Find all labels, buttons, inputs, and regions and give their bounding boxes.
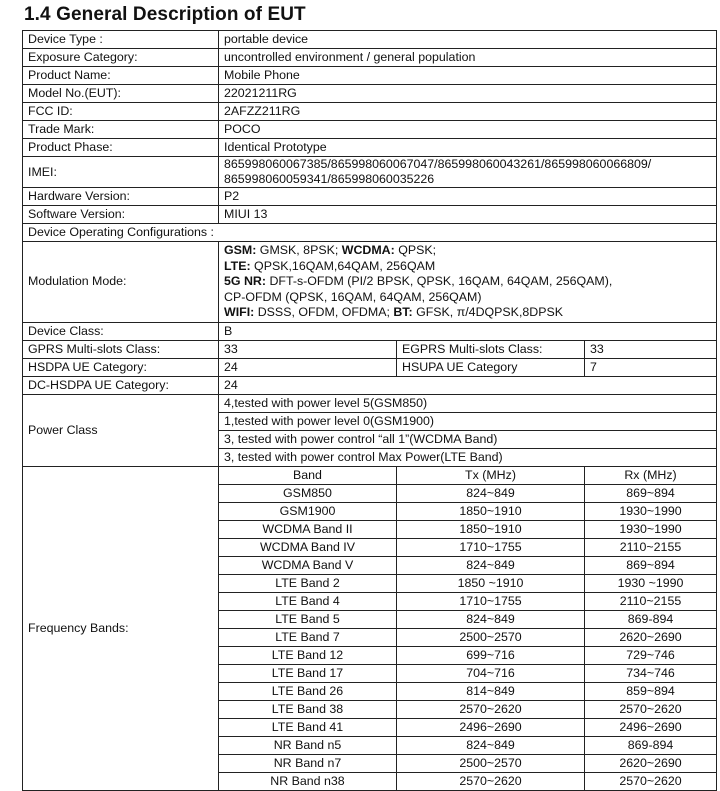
modulation-text: GFSK, π/4DQPSK,8DPSK <box>412 305 564 320</box>
modulation-text: QPSK,16QAM,64QAM, 256QAM <box>250 258 436 273</box>
modulation-key: WCDMA: <box>341 243 395 257</box>
modulation-line <box>224 243 711 259</box>
modulation-text: DSSS, OFDM, OFDMA; <box>254 305 394 320</box>
eut-description-table <box>22 30 717 791</box>
software-row <box>23 206 717 224</box>
field-value: B <box>219 322 717 340</box>
tx-range: 704~716 <box>397 664 585 682</box>
dchsdpa-row <box>23 376 717 394</box>
rx-range: 869-894 <box>585 736 717 754</box>
band-name: LTE Band 2 <box>219 574 397 592</box>
power-row <box>23 394 717 412</box>
rx-range: 1930~1990 <box>585 520 717 538</box>
tx-range: 824~849 <box>397 484 585 502</box>
field-label: Model No.(EUT): <box>23 85 219 103</box>
field-label: FCC ID: <box>23 103 219 121</box>
info-row <box>23 139 717 157</box>
band-name: NR Band n7 <box>219 754 397 772</box>
info-row <box>23 85 717 103</box>
band-name: LTE Band 26 <box>219 682 397 700</box>
info-row <box>23 103 717 121</box>
field-value: portable device <box>219 31 717 49</box>
field-label: Hardware Version: <box>23 188 219 206</box>
tx-range: 1850~1910 <box>397 520 585 538</box>
tx-range: 2570~2620 <box>397 700 585 718</box>
band-name: LTE Band 7 <box>219 628 397 646</box>
config-title: Device Operating Configurations : <box>23 224 717 242</box>
field-label: Power Class <box>23 394 219 466</box>
field-label: Trade Mark: <box>23 121 219 139</box>
field-label: HSUPA UE Category <box>397 358 585 376</box>
power-line: 3, tested with power control “all 1”(WCDMA Band) <box>219 430 717 448</box>
rx-range: 1930~1990 <box>585 502 717 520</box>
field-label: Software Version: <box>23 206 219 224</box>
field-label: Device Type : <box>23 31 219 49</box>
rx-range: 729~746 <box>585 646 717 664</box>
modulation-line <box>224 290 711 306</box>
tx-range: 1710~1755 <box>397 592 585 610</box>
rx-range: 2620~2690 <box>585 628 717 646</box>
field-label: HSDPA UE Category: <box>23 358 219 376</box>
info-row <box>23 67 717 85</box>
field-value: P2 <box>219 188 717 206</box>
band-name: WCDMA Band V <box>219 556 397 574</box>
band-name: GSM1900 <box>219 502 397 520</box>
imei-row <box>23 157 717 188</box>
rx-range: 2620~2690 <box>585 754 717 772</box>
band-name: GSM850 <box>219 484 397 502</box>
field-value: uncontrolled environment / general population <box>219 49 717 67</box>
rx-range: 859~894 <box>585 682 717 700</box>
band-name: LTE Band 38 <box>219 700 397 718</box>
field-label: Modulation Mode: <box>23 242 219 323</box>
gprs-row <box>23 340 717 358</box>
tx-range: 1850~1910 <box>397 502 585 520</box>
modulation-key: LTE: <box>224 258 251 273</box>
frequency-header-row <box>23 466 717 484</box>
rx-range: 869~894 <box>585 484 717 502</box>
field-label: IMEI: <box>23 157 219 188</box>
band-name: LTE Band 4 <box>219 592 397 610</box>
hardware-row <box>23 188 717 206</box>
tx-range: 824~849 <box>397 736 585 754</box>
rx-range: 2110~2155 <box>585 592 717 610</box>
rx-range: 869~894 <box>585 556 717 574</box>
tx-range: 2500~2570 <box>397 628 585 646</box>
band-name: LTE Band 12 <box>219 646 397 664</box>
modulation-row <box>23 242 717 323</box>
info-row <box>23 31 717 49</box>
power-line: 1,tested with power level 0(GSM1900) <box>219 412 717 430</box>
imei-value <box>219 157 717 188</box>
field-value: 33 <box>219 340 397 358</box>
field-value: POCO <box>219 121 717 139</box>
rx-range: 2110~2155 <box>585 538 717 556</box>
modulation-text: CP-OFDM (QPSK, 16QAM, 64QAM, 256QAM) <box>224 289 482 304</box>
rx-range: 869-894 <box>585 610 717 628</box>
band-name: LTE Band 5 <box>219 610 397 628</box>
info-row <box>23 121 717 139</box>
field-label: GPRS Multi-slots Class: <box>23 340 219 358</box>
field-label: Exposure Category: <box>23 49 219 67</box>
field-label: Frequency Bands: <box>23 466 219 790</box>
field-label: Product Name: <box>23 67 219 85</box>
modulation-key: GSM: <box>224 243 257 257</box>
power-line: 3, tested with power control Max Power(LTE Band) <box>219 448 717 466</box>
column-header-rx: Rx (MHz) <box>585 466 717 484</box>
rx-range: 2496~2690 <box>585 718 717 736</box>
field-value: 33 <box>585 340 717 358</box>
field-value: MIUI 13 <box>219 206 717 224</box>
band-name: NR Band n38 <box>219 772 397 790</box>
modulation-text: QPSK; <box>394 243 437 257</box>
field-value: Mobile Phone <box>219 67 717 85</box>
rx-range: 2570~2620 <box>585 772 717 790</box>
modulation-line <box>224 259 711 275</box>
band-name: LTE Band 41 <box>219 718 397 736</box>
modulation-line <box>224 274 711 290</box>
imei-line: 865998060059341/865998060035226 <box>224 172 435 186</box>
config-title-row <box>23 224 717 242</box>
modulation-key: BT: <box>393 305 413 320</box>
info-row <box>23 49 717 67</box>
modulation-key: WIFI: <box>224 305 255 320</box>
device-class-row <box>23 322 717 340</box>
field-value: 24 <box>219 358 397 376</box>
field-value: 24 <box>219 376 717 394</box>
tx-range: 1710~1755 <box>397 538 585 556</box>
modulation-text: GMSK, 8PSK; <box>256 243 342 257</box>
column-header-tx: Tx (MHz) <box>397 466 585 484</box>
field-label: EGPRS Multi-slots Class: <box>397 340 585 358</box>
tx-range: 824~849 <box>397 556 585 574</box>
tx-range: 2570~2620 <box>397 772 585 790</box>
band-name: LTE Band 17 <box>219 664 397 682</box>
rx-range: 1930 ~1990 <box>585 574 717 592</box>
section-heading: 1.4 General Description of EUT <box>24 4 306 25</box>
hsdpa-row <box>23 358 717 376</box>
rx-range: 2570~2620 <box>585 700 717 718</box>
imei-line: 865998060067385/865998060067047/865998060043261/865998060066809/ <box>224 157 652 171</box>
rx-range: 734~746 <box>585 664 717 682</box>
tx-range: 2496~2690 <box>397 718 585 736</box>
field-label: Product Phase: <box>23 139 219 157</box>
power-line: 4,tested with power level 5(GSM850) <box>219 394 717 412</box>
tx-range: 1850 ~1910 <box>397 574 585 592</box>
column-header-band: Band <box>219 466 397 484</box>
tx-range: 2500~2570 <box>397 754 585 772</box>
field-value: 2AFZZ211RG <box>219 103 717 121</box>
field-label: Device Class: <box>23 322 219 340</box>
modulation-value <box>219 242 717 323</box>
modulation-key: 5G NR: <box>224 274 266 289</box>
tx-range: 824~849 <box>397 610 585 628</box>
field-value: 7 <box>585 358 717 376</box>
band-name: WCDMA Band II <box>219 520 397 538</box>
tx-range: 699~716 <box>397 646 585 664</box>
field-value: Identical Prototype <box>219 139 717 157</box>
field-label: DC-HSDPA UE Category: <box>23 376 219 394</box>
band-name: NR Band n5 <box>219 736 397 754</box>
field-value: 22021211RG <box>219 85 717 103</box>
tx-range: 814~849 <box>397 682 585 700</box>
modulation-text: DFT-s-OFDM (PI/2 BPSK, QPSK, 16QAM, 64QAM, 256QAM), <box>266 274 613 289</box>
modulation-line <box>224 305 711 321</box>
band-name: WCDMA Band IV <box>219 538 397 556</box>
